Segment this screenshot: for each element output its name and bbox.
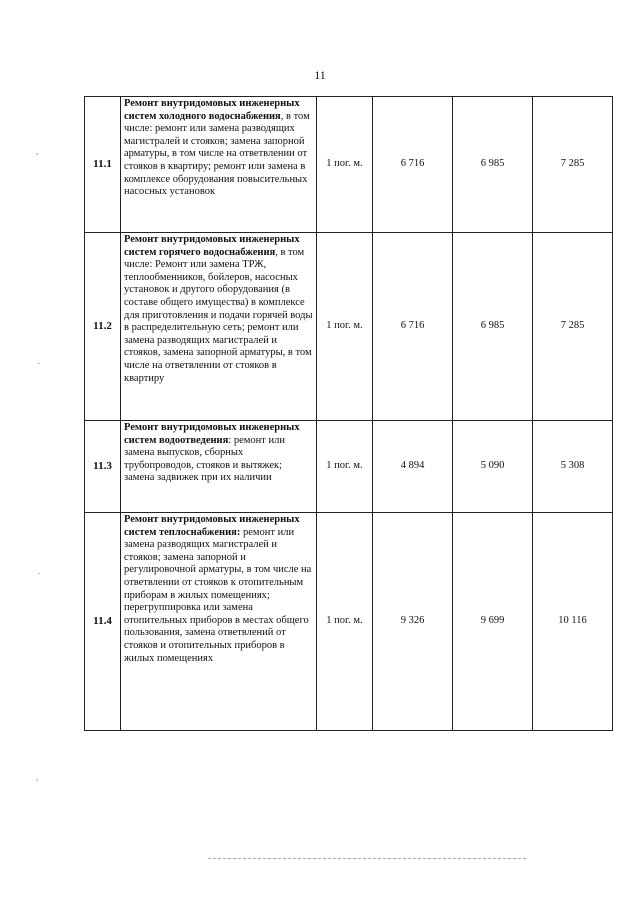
- item-unit: 1 пог. м.: [317, 421, 373, 513]
- item-description: [121, 421, 317, 513]
- item-description: [121, 97, 317, 233]
- item-number: 11.4: [85, 513, 121, 731]
- item-number: 11.2: [85, 233, 121, 421]
- item-value-3: 7 285: [533, 97, 613, 233]
- item-value-1: 4 894: [373, 421, 453, 513]
- item-description: [121, 233, 317, 421]
- table-row: [85, 97, 613, 233]
- item-value-3: 10 116: [533, 513, 613, 731]
- item-number: 11.3: [85, 421, 121, 513]
- item-value-2: 6 985: [453, 233, 533, 421]
- item-unit: 1 пог. м.: [317, 233, 373, 421]
- item-value-2: 5 090: [453, 421, 533, 513]
- scan-mark: .: [38, 566, 41, 576]
- item-number: 11.1: [85, 97, 121, 233]
- table-row: [85, 233, 613, 421]
- price-table: [84, 96, 613, 731]
- item-value-3: 7 285: [533, 233, 613, 421]
- item-title: Ремонт внутридомовых инженерных систем водоотведения: [124, 422, 300, 446]
- scan-mark: ,: [36, 772, 39, 782]
- item-value-1: 6 716: [373, 233, 453, 421]
- item-text: ремонт или замена разводящих магистралей и стояков; замена запорной и регулировочной арматуры, в том числе на ответвлении от стояков к отопительным приборам в жилых помещениях; перегруппировка или замена отопительных приборов в местах общего пользования, замена ответвлений от стояков и отопительных приборов в жилых помещениях: [124, 526, 312, 664]
- item-value-1: 9 326: [373, 513, 453, 731]
- item-title: Ремонт внутридомовых инженерных систем холодного водоснабжения: [124, 98, 300, 122]
- item-title: Ремонт внутридомовых инженерных систем горячего водоснабжения: [124, 234, 300, 258]
- table-row: [85, 421, 613, 513]
- item-value-3: 5 308: [533, 421, 613, 513]
- item-text: : ремонт или замена выпусков, сборных трубопроводов, стояков и вытяжек; замена задвижек при их наличии: [124, 434, 285, 484]
- scan-line: [208, 858, 526, 859]
- item-value-2: 9 699: [453, 513, 533, 731]
- scan-mark: ,: [36, 146, 39, 156]
- item-unit: 1 пог. м.: [317, 97, 373, 233]
- item-unit: 1 пог. м.: [317, 513, 373, 731]
- page-number: 11: [314, 68, 326, 82]
- item-title: Ремонт внутридомовых инженерных систем теплоснабжения:: [124, 514, 300, 538]
- item-value-2: 6 985: [453, 97, 533, 233]
- item-text: , в том числе: ремонт или замена разводящих магистралей и стояков; замена запорной арматуры, в том числе на ответвлении от стояков в квартиру; ремонт или замена в комплексе оборудования повысительных насосных установок: [124, 110, 310, 198]
- scan-mark: .: [38, 356, 41, 366]
- item-description: [121, 513, 317, 731]
- item-value-1: 6 716: [373, 97, 453, 233]
- item-text: , в том числе: Ремонт или замена ТРЖ, теплообменников, бойлеров, насосных установок и другого оборудования (в составе общего имущества) в комплексе для приготовления и подачи горячей воды в распределительную сеть; ремонт или замена разводящих магистралей и стояков, замена запорной арматуры, в том числе на ответвлении от стояков в квартиру: [124, 246, 313, 384]
- table-row: [85, 513, 613, 731]
